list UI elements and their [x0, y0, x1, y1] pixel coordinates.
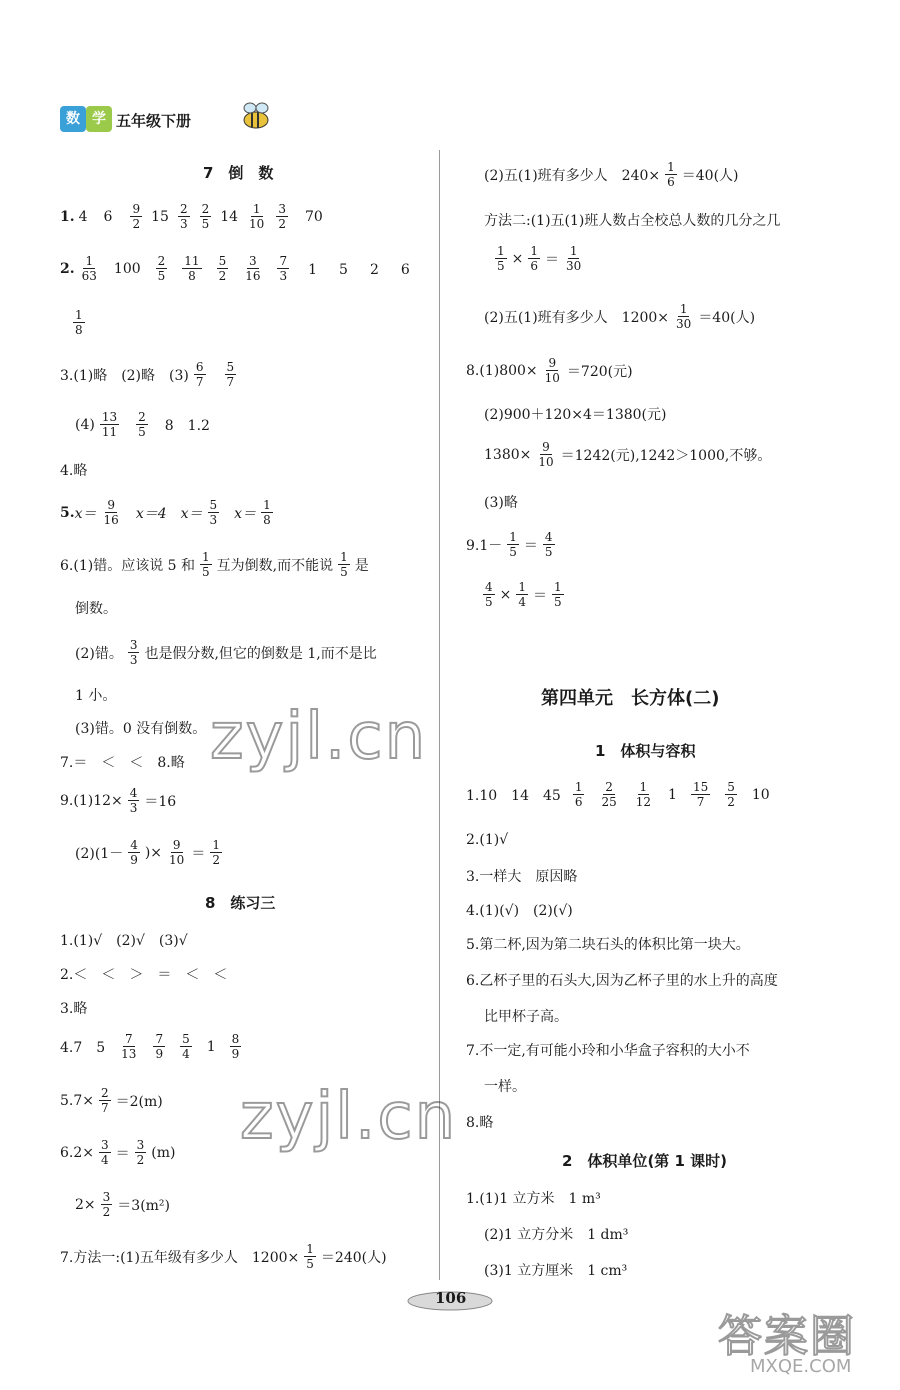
text: ＝40(人) [698, 309, 756, 326]
text: ＝2(m) [115, 1093, 163, 1110]
fraction: $\frac{9}{2}$ [132, 202, 141, 231]
unit-1 [466, 1188, 601, 1208]
val: 1 5 2 6 [308, 261, 414, 278]
fraction: $\frac{1}{5}$ [509, 530, 517, 559]
text: 5.7× [60, 1092, 94, 1109]
text: 2.(1)√ [466, 832, 509, 848]
text: x＝ [234, 505, 257, 522]
text: 4.(1)(√) (2)(√) [466, 903, 573, 919]
text: 7.不一定,有可能小玲和小华盒子容积的大小不 [466, 1043, 750, 1059]
fraction: $\frac{3}{2}$ [278, 202, 286, 231]
fraction: $\frac{3}{2}$ [102, 1190, 111, 1219]
watermark-logo: 答案圈 [718, 1311, 856, 1362]
text: ＝3(m²) [117, 1197, 170, 1214]
fraction: $\frac{1}{12}$ [635, 780, 652, 809]
fraction: $\frac{7}{9}$ [155, 1032, 164, 1061]
fraction: $\frac{3}{4}$ [101, 1138, 109, 1167]
unit-title: 第四单元 长方体(二) [541, 688, 720, 709]
text: 6.(1)错。应该说 5 和 [60, 557, 195, 574]
q-num: 5. [60, 504, 75, 521]
vol-2 [466, 832, 508, 848]
right-r7 [484, 440, 771, 469]
vol-3 [466, 866, 577, 886]
text: ＝40(人) [681, 167, 739, 184]
watermark: zyjl.cn [210, 700, 428, 774]
practice-5 [60, 1086, 163, 1115]
fraction: $\frac{1}{63}$ [81, 254, 97, 283]
text: x＝ [180, 505, 203, 522]
answer-q6-1 [60, 550, 369, 579]
vol-5 [466, 934, 750, 954]
fraction: $\frac{1}{5}$ [340, 550, 348, 579]
fraction: $\frac{9}{10}$ [538, 440, 554, 469]
unit-3 [484, 1260, 627, 1280]
answer-q7-8 [60, 752, 185, 772]
text: (m) [151, 1144, 176, 1161]
fraction: $\frac{4}{3}$ [129, 786, 138, 815]
text: 1 小。 [75, 688, 117, 704]
fraction: $\frac{1}{5}$ [497, 244, 505, 273]
right-r4 [484, 302, 755, 331]
right-r10 [478, 580, 569, 609]
vol-1 [466, 780, 774, 809]
answer-q6-3 [75, 718, 206, 738]
practice-1 [60, 930, 188, 950]
text: )× [144, 844, 163, 861]
text: ＝720(元) [566, 363, 633, 380]
text: 7.＝ ＜ ＜ 8.略 [60, 755, 185, 771]
fraction: $\frac{1}{5}$ [306, 1242, 314, 1271]
text: 8.(1)800× [466, 362, 538, 379]
vol-4 [466, 900, 573, 920]
text: ＝ [523, 537, 538, 554]
answer-q1 [60, 202, 327, 231]
text: 互为倒数,而不能说 [216, 557, 334, 574]
text: (2)900＋120×4＝1380(元) [484, 407, 667, 423]
right-r6 [484, 404, 666, 424]
text: 9.(1)12× [60, 792, 123, 809]
fraction: $\frac{3}{3}$ [129, 638, 138, 667]
practice-6-b [75, 1190, 170, 1219]
answer-q9-1 [60, 786, 176, 815]
text: 7.方法一:(1)五年级有多少人 1200× [60, 1249, 300, 1266]
right-r2 [484, 210, 780, 230]
text: 3.略 [60, 1001, 88, 1017]
page-header [60, 100, 290, 140]
text: 倒数。 [75, 601, 117, 617]
fraction: $\frac{4}{5}$ [544, 530, 553, 559]
unit-2 [484, 1224, 628, 1244]
text: 5.第二杯,因为第二块石头的体积比第一块大。 [466, 937, 750, 953]
fraction: $\frac{1}{6}$ [574, 780, 583, 809]
fraction: $\frac{2}{5}$ [157, 254, 166, 283]
answer-q5 [60, 498, 278, 527]
vol-7-cont [484, 1076, 526, 1096]
text: 6.乙杯子里的石头大,因为乙杯子里的水上升的高度 [466, 973, 778, 989]
fraction: $\frac{1}{30}$ [566, 244, 582, 273]
answer-q6-1-cont [75, 598, 117, 618]
fraction: $\frac{9}{10}$ [169, 838, 185, 867]
text: (3)错。0 没有倒数。 [75, 721, 207, 737]
text: ＝16 [144, 793, 177, 810]
answer-q6-2 [75, 638, 377, 667]
fraction: $\frac{1}{30}$ [676, 302, 692, 331]
q-num: 2. [60, 260, 75, 277]
fraction: $\frac{1}{5}$ [202, 550, 210, 579]
fraction: $\frac{5}{4}$ [182, 1032, 190, 1061]
practice-2 [60, 964, 227, 984]
fraction: $\frac{5}{2}$ [727, 780, 735, 809]
fraction: $\frac{5}{2}$ [218, 254, 227, 283]
text: 2× [75, 1196, 96, 1213]
section-title-8: 8 练习三 [205, 894, 276, 912]
fraction: $\frac{3}{2}$ [136, 1138, 145, 1167]
vol-7 [466, 1040, 750, 1060]
subject-badge: 数 [60, 106, 86, 132]
text: 是 [354, 557, 369, 574]
vol-6-cont [484, 1006, 568, 1026]
answer-q9-2 [75, 838, 227, 867]
watermark-url: MXQE.COM [750, 1356, 852, 1377]
vol-6 [466, 970, 778, 990]
text: (2)五(1)班有多少人 240× [484, 167, 661, 184]
text: (3)略 [484, 495, 518, 511]
grade-label: 五年级下册 [116, 112, 192, 130]
right-r8 [484, 492, 518, 512]
fraction: $\frac{2}{3}$ [179, 202, 188, 231]
text: (2)五(1)班有多少人 1200× [484, 309, 670, 326]
fraction: $\frac{2}{5}$ [201, 202, 210, 231]
fraction: $\frac{2}{5}$ [138, 410, 146, 439]
answer-q4 [60, 460, 87, 480]
text: 1.(1)√ (2)√ (3)√ [60, 933, 188, 949]
text: (2)错。 [75, 645, 123, 662]
text: 8.略 [466, 1115, 494, 1131]
fraction: $\frac{9}{10}$ [544, 356, 560, 385]
fraction: $\frac{3}{16}$ [245, 254, 261, 283]
right-r5 [466, 356, 633, 385]
right-r3 [490, 244, 588, 273]
val: 8 1.2 [164, 417, 210, 434]
text: 1.(1)1 立方米 1 m³ [466, 1191, 601, 1207]
text: ＝ [191, 845, 206, 862]
fraction: $\frac{11}{8}$ [184, 254, 200, 283]
fraction: $\frac{4}{5}$ [485, 580, 493, 609]
answer-q2-cont [68, 308, 90, 337]
section-title-7: 7 倒 数 [203, 164, 274, 182]
fraction: $\frac{13}{11}$ [101, 410, 118, 439]
text: 4.7 5 [60, 1039, 106, 1056]
fraction: $\frac{7}{13}$ [121, 1032, 137, 1061]
fraction: $\frac{6}{7}$ [195, 360, 204, 389]
text: x＝ [74, 505, 97, 522]
right-r1 [484, 160, 739, 189]
text: 1.10 14 45 [466, 787, 561, 804]
text: ＝ [545, 251, 560, 268]
text: ＝1242(元),1242＞1000,不够。 [560, 447, 772, 464]
val: 6 [103, 208, 113, 225]
right-r9 [466, 530, 560, 559]
q-num: 1. [60, 208, 75, 225]
text: 方法二:(1)五(1)班人数占全校总人数的几分之几 [484, 213, 781, 229]
practice-6 [60, 1138, 175, 1167]
page-number: 106 [435, 1289, 467, 1307]
fraction: $\frac{5}{3}$ [209, 498, 218, 527]
text: × [511, 250, 524, 267]
fraction: $\frac{1}{6}$ [530, 244, 539, 273]
answer-q2 [60, 254, 418, 283]
val: 15 [151, 208, 169, 225]
vol-8 [466, 1112, 493, 1132]
fraction: $\frac{1}{5}$ [554, 580, 562, 609]
text: 4.略 [60, 463, 88, 479]
text: 比甲杯子高。 [484, 1009, 568, 1025]
section-title-2: 2 体积单位(第 1 课时) [562, 1152, 728, 1170]
fraction: $\frac{2}{7}$ [101, 1086, 109, 1115]
text: x＝4 [135, 505, 167, 522]
text: ＝ [533, 587, 548, 604]
fraction: $\frac{1}{4}$ [518, 580, 527, 609]
text: ＝ [115, 1145, 130, 1162]
text: 9.1－ [466, 537, 503, 554]
text: 也是假分数,但它的倒数是 1,而不是比 [144, 645, 377, 662]
fraction: $\frac{4}{9}$ [130, 838, 138, 867]
text: (2)(1－ [75, 845, 124, 862]
text: (4) [75, 416, 95, 433]
fraction: $\frac{1}{8}$ [75, 308, 83, 337]
answer-q6-2-cont [75, 685, 116, 705]
val: 100 [113, 260, 141, 277]
text: 2.＜ ＜ ＞ ＝ ＜ ＜ [60, 967, 228, 983]
answer-q3-4 [75, 410, 214, 439]
bee-icon [236, 100, 276, 134]
val: 1 [668, 786, 677, 803]
text: ＝240(人) [320, 1249, 387, 1266]
val: 70 [304, 208, 323, 225]
fraction: $\frac{1}{2}$ [212, 838, 220, 867]
text: (3)1 立方厘米 1 cm³ [484, 1263, 628, 1279]
val: 10 [751, 786, 770, 803]
text: 3.一样大 原因略 [466, 869, 578, 885]
val: 14 [220, 208, 239, 225]
subject-badge-2: 学 [86, 106, 112, 132]
fraction: $\frac{1}{6}$ [667, 160, 675, 189]
text: × [499, 586, 512, 603]
watermark: zyjl.cn [240, 1080, 458, 1154]
text: 3.(1)略 (2)略 (3) [60, 367, 189, 384]
answer-q3 [60, 360, 241, 389]
fraction: $\frac{1}{10}$ [249, 202, 265, 231]
text: 6.2× [60, 1144, 94, 1161]
val: 1 [206, 1038, 216, 1055]
fraction: $\frac{5}{7}$ [226, 360, 235, 389]
text: (2)1 立方分米 1 dm³ [484, 1227, 629, 1243]
practice-4 [60, 1032, 246, 1061]
fraction: $\frac{2}{25}$ [601, 780, 617, 809]
fraction: $\frac{8}{9}$ [231, 1032, 240, 1061]
practice-3 [60, 998, 87, 1018]
val: 4 [78, 208, 88, 225]
fraction: $\frac{1}{8}$ [263, 498, 271, 527]
fraction: $\frac{7}{3}$ [279, 254, 288, 283]
page-number-badge [405, 1285, 495, 1313]
practice-7 [60, 1242, 387, 1271]
text: 1380× [484, 446, 532, 463]
text: 一样。 [484, 1079, 526, 1095]
fraction: $\frac{15}{7}$ [692, 780, 709, 809]
section-title-1: 1 体积与容积 [595, 742, 696, 760]
fraction: $\frac{9}{16}$ [103, 498, 119, 527]
